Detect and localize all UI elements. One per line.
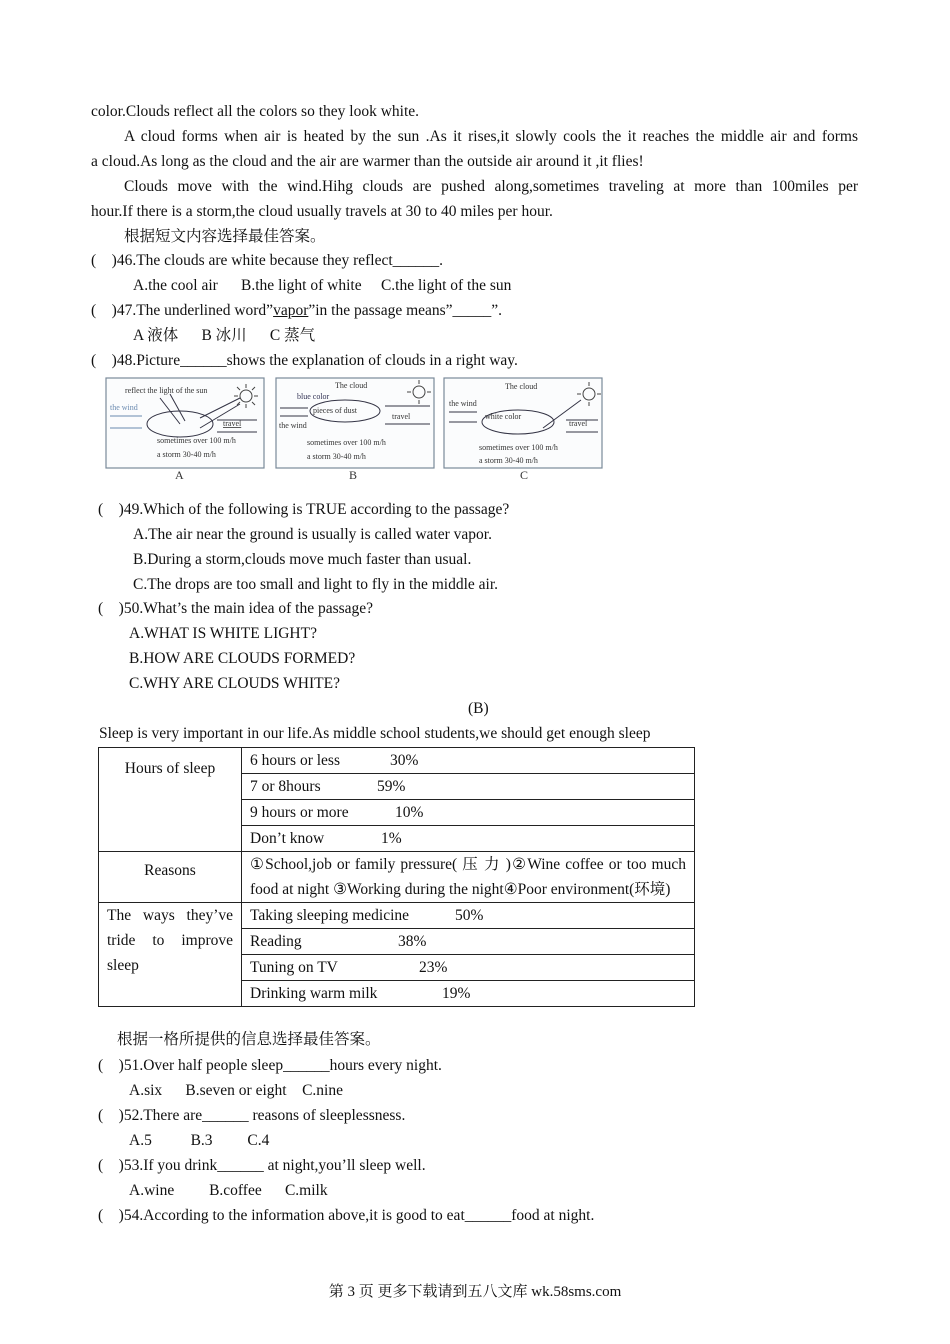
option: C.The drops are too small and light to fly in the middle air. (133, 576, 499, 593)
cell-pct: 59% (377, 778, 406, 795)
question-52-options: A.5 B.3 C.4 (129, 1132, 270, 1149)
diagram-text: travel (223, 419, 242, 428)
diagram-text: sometimes over 100 m/h (307, 438, 386, 447)
diagram-text: The cloud (335, 381, 368, 390)
option: B.HOW ARE CLOUDS FORMED? (129, 650, 356, 667)
diagram-text: The cloud (505, 382, 538, 391)
table-row (242, 903, 695, 929)
page-footer: 第 3 页 更多下载请到五八文库 wk.58sms.com (328, 1284, 622, 1300)
table-row (242, 800, 695, 826)
table-row (242, 981, 695, 1007)
table-row (242, 774, 695, 800)
question-49: ( )49.Which of the following is TRUE according to the passage? (98, 501, 510, 518)
section-heading: (B) (468, 700, 489, 717)
question-51-options: A.six B.seven or eight C.nine (129, 1082, 343, 1099)
cell-item: Don’t know (250, 830, 325, 847)
picture-b (275, 376, 435, 475)
question-50: ( )50.What’s the main idea of the passage? (98, 600, 374, 617)
diagram-text: white color (485, 412, 522, 421)
diagram-text: blue color (297, 392, 330, 401)
picture-b-label: B (349, 468, 358, 482)
cell-pct: 30% (390, 752, 419, 769)
question-53: ( )53.If you drink______ at night,you’ll sleep well. (98, 1157, 426, 1174)
question-47 (91, 301, 502, 321)
diagram-text: sometimes over 100 m/h (157, 436, 236, 445)
cell-pct: 10% (395, 804, 424, 821)
cell-item: Tuning on TV (250, 959, 338, 976)
instruction: 根据一格所提供的信息选择最佳答案。 (117, 1031, 381, 1048)
picture-a-label: A (175, 468, 184, 482)
diagram-text: the wind (449, 399, 477, 408)
diagram-text: sometimes over 100 m/h (479, 443, 558, 452)
diagram-text: a storm 30-40 m/h (157, 450, 216, 459)
cell-item: 9 hours or more (250, 804, 349, 821)
hours-label: Hours of sleep (99, 748, 242, 852)
cell-item: Drinking warm milk (250, 985, 378, 1002)
q47-text: ”in the passage means”_____”. (308, 302, 503, 319)
question-46-options: A.the cool air B.the light of white C.the light of the sun (133, 277, 512, 294)
table-row (242, 748, 695, 774)
picture-c (443, 376, 605, 475)
question-47-options: A 液体 B 冰川 C 蒸气 (133, 327, 316, 344)
diagram-text: the wind (279, 421, 307, 430)
question-46: ( )46.The clouds are white because they reflect______. (91, 252, 444, 269)
question-48: ( )48.Picture______shows the explanation of clouds in a right way. (91, 352, 518, 369)
cell-pct: 1% (381, 830, 402, 847)
table-row (242, 929, 695, 955)
question-51: ( )51.Over half people sleep______hours every night. (98, 1057, 442, 1074)
option: A.WHAT IS WHITE LIGHT? (129, 625, 317, 642)
underlined-word: vapor (273, 302, 309, 319)
cell-pct: 50% (455, 907, 484, 924)
diagram-text: travel (569, 419, 588, 428)
picture-c-label: C (520, 468, 529, 482)
table-row (242, 955, 695, 981)
q47-text: ( )47.The underlined word” (91, 302, 274, 319)
option: B.During a storm,clouds move much faster than usual. (133, 551, 472, 568)
passage-line: Clouds move with the wind.Hihg clouds are pushed along,sometimes traveling at more than 100miles per (124, 178, 858, 195)
table-row (242, 826, 695, 852)
picture-a (105, 376, 265, 475)
sleep-table (98, 747, 695, 1007)
cell-item: 6 hours or less (250, 752, 340, 769)
passage-line: color.Clouds reflect all the colors so they look white. (91, 103, 420, 120)
diagram-text: the wind (110, 403, 138, 412)
reasons-label: Reasons (99, 852, 242, 903)
diagram-text: travel (392, 412, 411, 421)
passage-line: a cloud.As long as the cloud and the air are warmer than the outside air around it ,it flies! (91, 153, 644, 170)
cell-pct: 19% (442, 985, 471, 1002)
instruction: 根据短文内容选择最佳答案。 (124, 228, 326, 245)
cell-pct: 23% (419, 959, 448, 976)
diagram-text: a storm 30-40 m/h (307, 452, 366, 461)
cell-item: Taking sleeping medicine (250, 907, 410, 924)
section-intro: Sleep is very important in our life.As middle school students,we should get enough sleep (99, 725, 651, 742)
question-52: ( )52.There are______ reasons of sleeplessness. (98, 1107, 406, 1124)
passage-line: hour.If there is a storm,the cloud usually travels at 30 to 40 miles per hour. (91, 203, 553, 220)
diagram-text: a storm 30-40 m/h (479, 456, 538, 465)
cell-item: 7 or 8hours (250, 778, 321, 795)
diagram-text: pieces of dust (313, 406, 357, 415)
passage-line: A cloud forms when air is heated by the sun .As it rises,it slowly cools the it reaches the middle air and forms (124, 128, 858, 145)
option: A.The air near the ground is usually is called water vapor. (133, 526, 492, 543)
diagram-text: reflect the light of the sun (125, 386, 208, 395)
cell-pct: 38% (398, 933, 427, 950)
question-54: ( )54.According to the information above,it is good to eat______food at night. (98, 1207, 595, 1224)
cell-item: Reading (250, 933, 302, 950)
question-53-options: A.wine B.coffee C.milk (129, 1182, 328, 1199)
ways-label: The ways they’ve tride to improve sleep (99, 903, 242, 1007)
reasons-cell: ①School,job or family pressure( 压 力 )②Wine coffee or too much food at night ③Working during the night④Poor environment(环境) (242, 852, 695, 903)
option: C.WHY ARE CLOUDS WHITE? (129, 675, 340, 692)
